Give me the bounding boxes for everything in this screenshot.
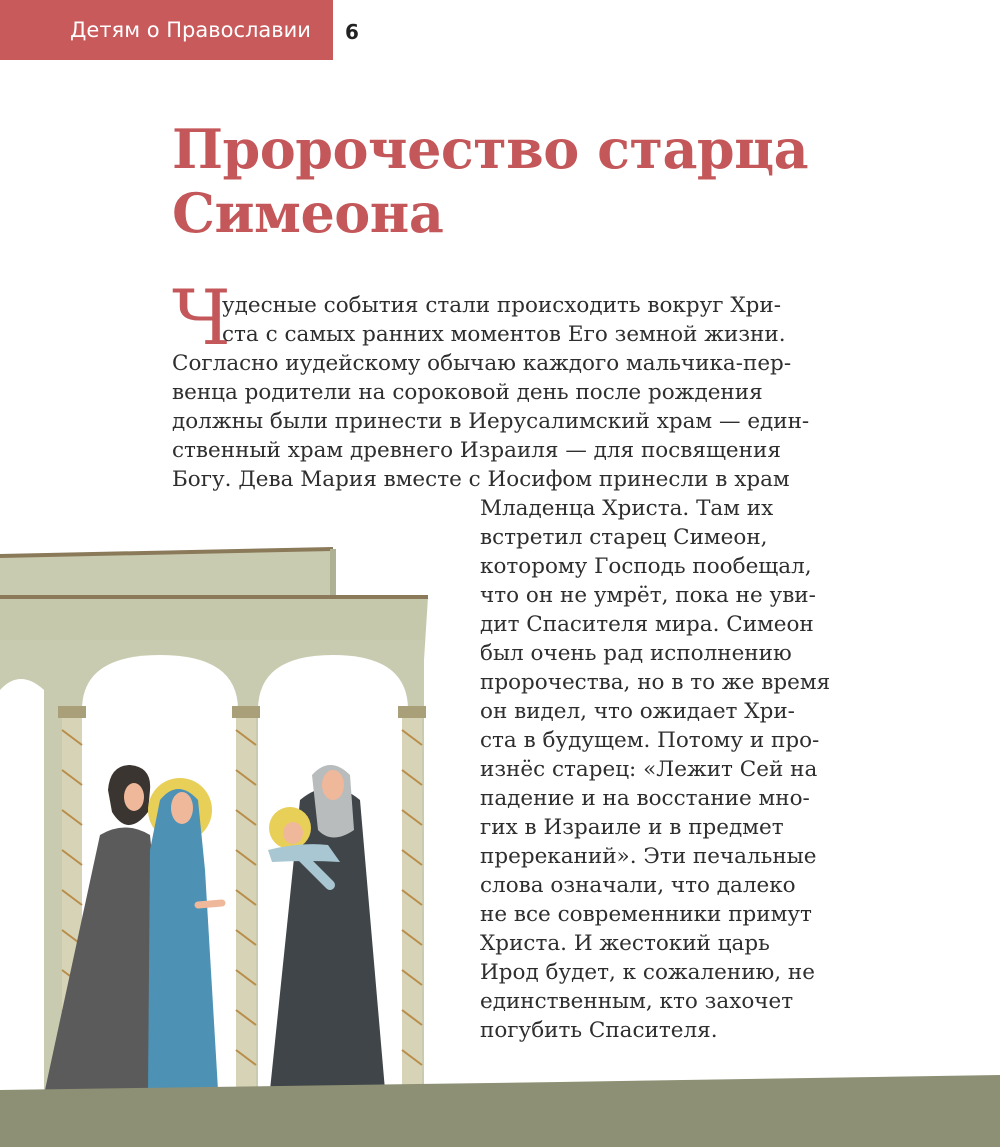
text-line: дит Спасителя мира. Симеон bbox=[480, 612, 814, 637]
page-number: 6 bbox=[345, 20, 359, 44]
text-line: пророчества, но в то же время bbox=[480, 670, 831, 695]
drop-cap: Ч bbox=[172, 273, 231, 362]
text-line: падение и на восстание мно- bbox=[480, 786, 810, 811]
text-line: должны были принести в Иерусалимский храм — един- bbox=[172, 409, 810, 434]
temple-roof-side bbox=[330, 549, 336, 597]
text-line: единственным, кто захочет bbox=[480, 989, 794, 1014]
text-line: ста с самых ранних моментов Его земной жизни. bbox=[222, 322, 786, 347]
text-line: Ирод будет, к сожалению, не bbox=[480, 960, 815, 985]
title-line: Симеона bbox=[172, 181, 444, 245]
text-line: удесные события стали происходить вокруг Хри- bbox=[222, 293, 782, 318]
text-line: Богу. Дева Мария вместе с Иосифом принесли в храм bbox=[172, 467, 790, 492]
text-line: которому Господь пообещал, bbox=[480, 554, 812, 579]
text-line: пререканий». Эти печальные bbox=[480, 844, 817, 869]
page-title bbox=[172, 117, 808, 245]
text-line: не все современники примут bbox=[480, 902, 812, 927]
temple-illustration bbox=[0, 540, 1000, 1147]
text-line: Христа. И жестокий царь bbox=[480, 931, 770, 956]
text-line: Согласно иудейскому обычаю каждого мальчика-пер- bbox=[172, 351, 792, 376]
text-line: ственный храм древнего Израиля — для посвящения bbox=[172, 438, 781, 463]
text-line: погубить Спасителя. bbox=[480, 1018, 718, 1043]
temple-arch-left bbox=[0, 679, 44, 1100]
temple-column-center bbox=[232, 706, 260, 1100]
text-line: Младенца Христа. Там их bbox=[480, 496, 774, 521]
text-line: слова означали, что далеко bbox=[480, 873, 796, 898]
text-line: гих в Израиле и в предмет bbox=[480, 815, 784, 840]
text-line: изнёс старец: «Лежит Сей на bbox=[480, 757, 818, 782]
section-label: Детям о Православии bbox=[70, 18, 311, 42]
title-line: Пророчество старца bbox=[172, 117, 809, 181]
text-line: встретил старец Симеон, bbox=[480, 525, 768, 550]
text-line: ста в будущем. Потому и про- bbox=[480, 728, 820, 753]
temple-column-right bbox=[398, 706, 426, 1100]
text-line: венца родители на сороковой день после рождения bbox=[172, 380, 763, 405]
text-line: он видел, что ожидает Хри- bbox=[480, 699, 795, 724]
text-line: что он не умрёт, пока не уви- bbox=[480, 583, 816, 608]
text-line: был очень рад исполнению bbox=[480, 641, 792, 666]
